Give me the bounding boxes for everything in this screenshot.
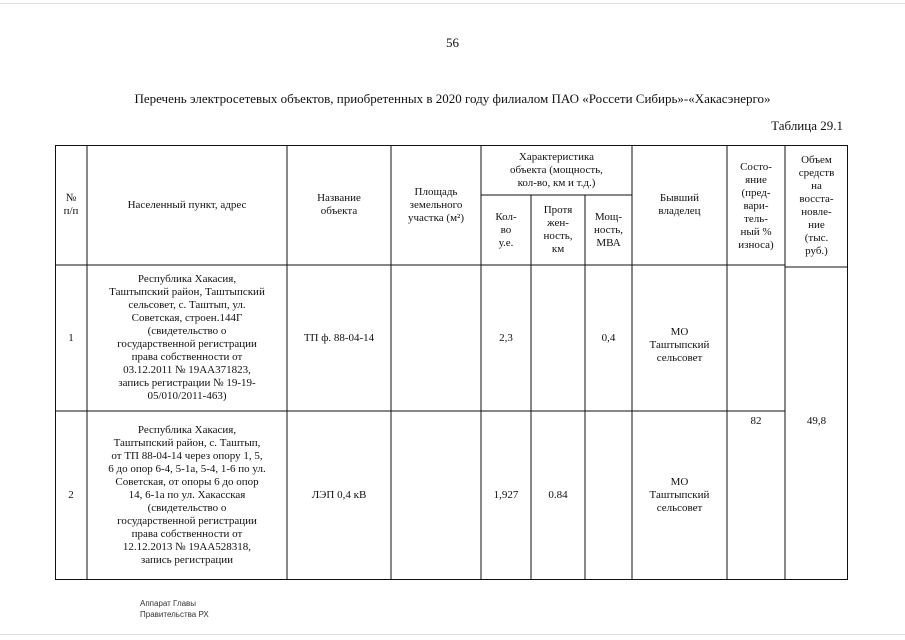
row1-count: 2,3 xyxy=(499,331,513,344)
row1-length xyxy=(531,265,585,411)
stamp-line-1: Аппарат Главы xyxy=(140,599,197,608)
header-count: Кол- во у.е. xyxy=(495,210,517,249)
row2-land-area xyxy=(391,411,481,580)
row2-count: 1,927 xyxy=(493,489,519,501)
header-former-owner: Бывший владелец xyxy=(658,192,701,217)
table-label: Таблица 29.1 xyxy=(771,118,843,133)
header-restoration-cost: Объем средств на восста- новле- ние (тыс. руб.) xyxy=(798,154,835,257)
row1-num: 1 xyxy=(68,331,74,344)
page-number: 56 xyxy=(446,35,459,50)
row2-num: 2 xyxy=(68,489,74,501)
header-land-area: Площадь земельного участка (м²) xyxy=(408,185,464,224)
header-condition: Состо- яние (пред- вари- тель- ный % износа) xyxy=(738,160,774,251)
row2-former-owner: МО Таштыпский сельсовет xyxy=(649,475,710,514)
office-stamp xyxy=(140,598,209,620)
row1-former-owner: МО Таштыпский сельсовет xyxy=(649,325,710,364)
scan-edge-bottom xyxy=(0,634,905,635)
header-num: № п/п xyxy=(63,192,79,217)
row1-address: Республика Хакасия, Таштыпский район, Таштыпский сельсовет, с. Таштып, ул. Советская, строен.144Г (свидетельство о государственной регистрации права собственности от 03.12.2011 № 19АА371823, запись регистрации № 19-19- 05/010/2011-463) xyxy=(109,273,265,402)
row1-power: 0,4 xyxy=(601,331,616,344)
merged-restoration-cost: 49,8 xyxy=(806,415,827,427)
row1-land-area xyxy=(391,265,481,411)
document-title: Перечень электросетевых объектов, приобретенных в 2020 году филиалом ПАО «Россети Сибирь»-«Хакасэнерго» xyxy=(134,91,771,106)
header-characteristics: Характеристика объекта (мощность, кол-во, км и т.д.) xyxy=(510,150,603,189)
row2-length: 0.84 xyxy=(548,489,568,501)
row2-address: Республика Хакасия, Таштыпский район, с. Таштып, от ТП 88-04-14 через опору 1, 5, 6 до опор 6-4, 5-1а, 5-4, 1-6 по ул. Советская, от опоры 6 до опор 14, 6-1а по ул. Хакасская (свидетельство о государственной регистрации права собственности от 12.12.2013 № 19АА528318, запись регистрации xyxy=(108,424,266,566)
header-power: Мощ- ность, МВА xyxy=(593,210,624,249)
stamp-line-2: Правительства РХ xyxy=(140,610,209,619)
scan-edge-top xyxy=(0,3,905,4)
header-address: Населенный пункт, адрес xyxy=(127,198,247,211)
objects-table xyxy=(55,145,848,580)
row2-power xyxy=(585,411,632,580)
row2-object-name: ЛЭП 0,4 кВ xyxy=(311,489,367,501)
header-object-name: Название объекта xyxy=(317,192,361,217)
row1-object-name: ТП ф. 88-04-14 xyxy=(303,331,375,344)
header-length: Протя жен- ность, км xyxy=(543,204,573,255)
merged-condition: 82 xyxy=(750,415,762,427)
